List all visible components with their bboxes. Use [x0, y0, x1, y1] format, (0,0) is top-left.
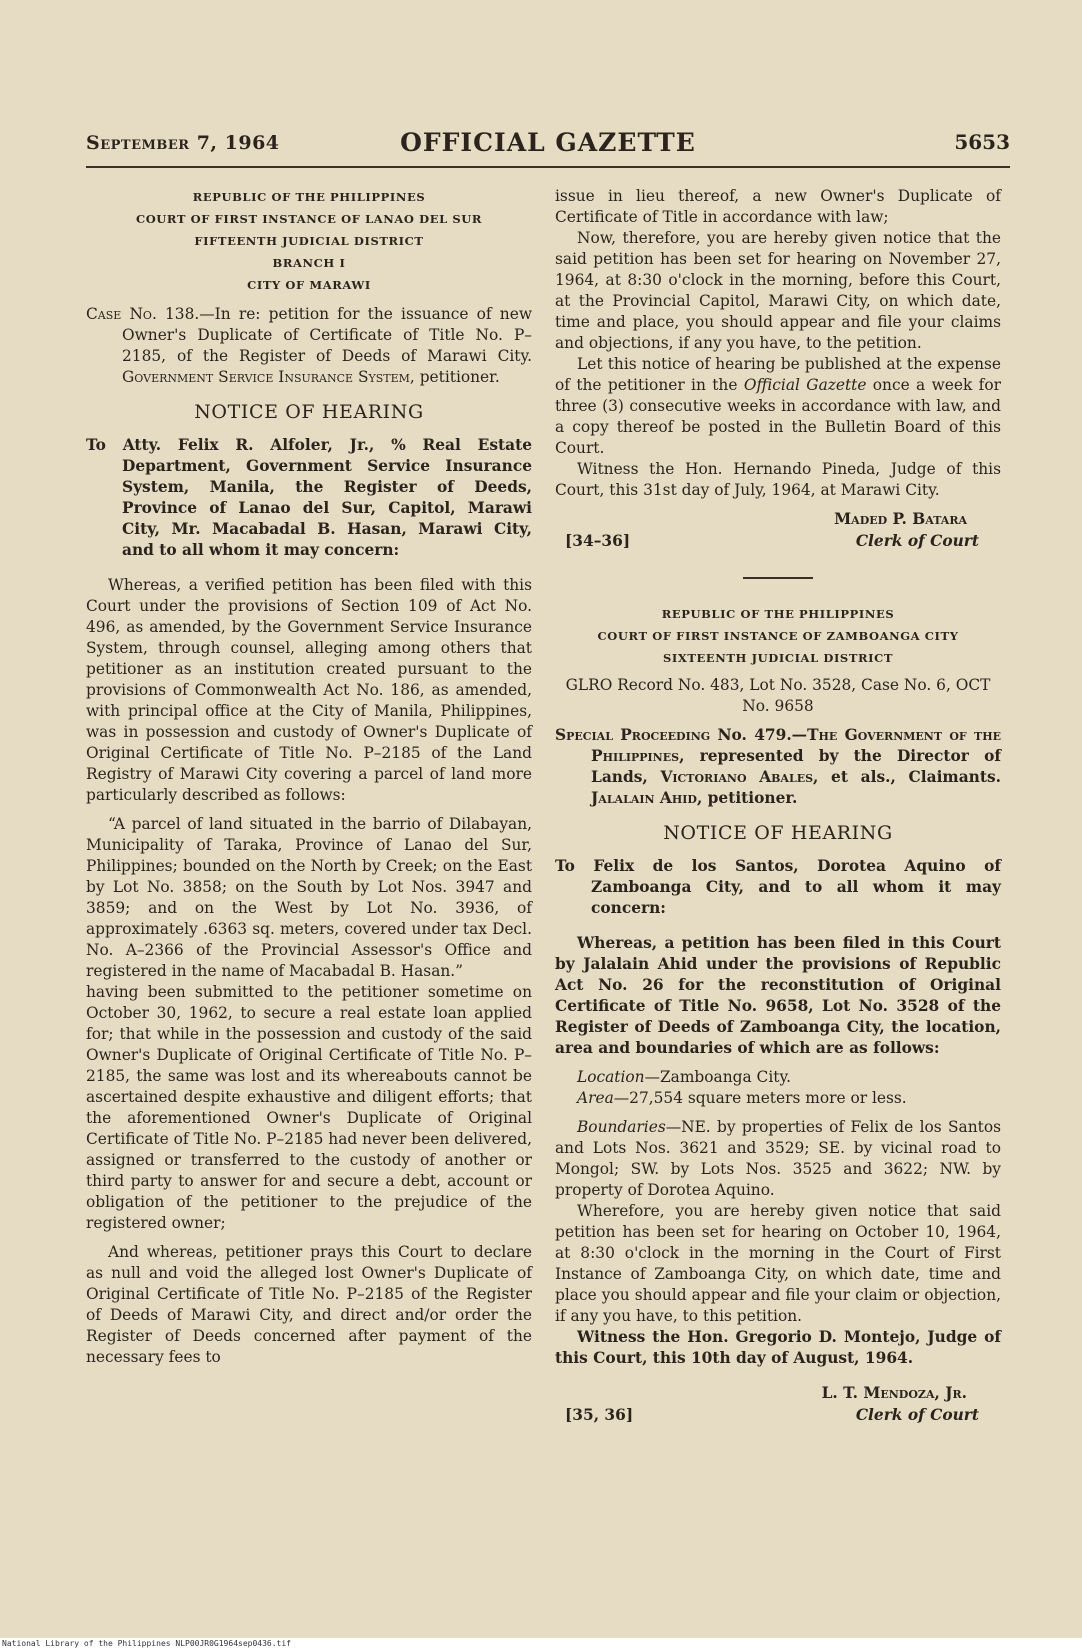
sp-tail: , petitioner. [696, 789, 798, 807]
boundaries-text: —NE. by properties of Felix de los Santos and Lots Nos. 3621 and 3529; SE. by vicinal road to Mongol; SW. by Lots Nos. 3525 and 3622; NW. by property of Dorotea Aquino. [555, 1118, 1001, 1199]
paragraph-wherefore: Wherefore, you are hereby given notice that said petition has been set for hearing on October 10, 1964, at 8:30 o'clock in the morning in the Court of First Instance of Zamboanga City, on which date, time and place you should appear and file your claim or objection, if any you have, to this petition. [555, 1202, 1001, 1325]
section-divider [743, 577, 813, 579]
court-line: SIXTEENTH JUDICIAL DISTRICT [662, 651, 894, 665]
court-line: REPUBLIC OF THE PHILIPPINES [192, 190, 426, 204]
sp-represented: , represented by the Director of Lands, [591, 747, 1001, 786]
paragraph-and-whereas: And whereas, petitioner prays this Court to declare as null and void the alleged lost Owner's Duplicate of Original Certificate of Title No. P–2185 of the Register of Deeds of Marawi City, and direct and/or order the Register of Deeds concerned after payment of the necessary fees to [86, 1243, 532, 1366]
issue-reference: [35, 36] [565, 1406, 634, 1424]
case-petitioner: Government Service Insurance System [122, 368, 410, 386]
glro-record: GLRO Record No. 483, Lot No. 3528, Case No. 6, OCT No. 9658 [565, 676, 991, 715]
area-line [555, 1088, 1001, 1109]
area-text: —27,554 square meters more or less. [613, 1089, 907, 1107]
paragraph-publication [555, 354, 1001, 459]
gazette-italic: Official Gazette [743, 376, 867, 394]
notice-title: NOTICE OF HEARING [194, 401, 424, 423]
page-number: 5653 [954, 130, 1010, 154]
court-line: COURT OF FIRST INSTANCE OF LANAO DEL SUR [135, 212, 483, 226]
left-column [86, 186, 532, 1368]
paragraph-having: having been submitted to the petitioner sometime on October 30, 1962, to secure a real estate loan applied for; that while in the possession and custody of the said Owner's Duplicate of Original Certificate of Title No. P–2185, the same was lost and its whereabouts cannot be ascertained despite exhaustive and diligent efforts; that the aforementioned Owner's Duplicate of Original Certificate of Title No. P–2185 had never been delivered, assigned or transferred to the custody of another or third party to answer for and secure a debt, account or obligation of the petitioner to the prejudice of the registered owner; [86, 983, 532, 1232]
sp-petitioner: Jalalain Ahid [591, 789, 697, 807]
court-line: REPUBLIC OF THE PHILIPPINES [661, 607, 895, 621]
case-label: Case No. 138. [86, 305, 200, 323]
court-heading-zamboanga [555, 603, 1001, 669]
scan-footer: National Library of the Philippines NLP00JR0G1964sep0436.tif [0, 1638, 1082, 1650]
issue-reference: [34–36] [565, 532, 631, 550]
area-label: Area [577, 1089, 614, 1107]
notice-addressees: To Atty. Felix R. Alfoler, Jr., % Real Estate Department, Government Service Insurance System, Manila, the Register of Deeds, Province of Lanao del Sur, Capitol, Marawi City, Mr. Macabadal B. Hasan, Marawi City, and to all whom it may concern: [86, 436, 532, 559]
court-line: FIFTEENTH JUDICIAL DISTRICT [194, 234, 424, 248]
sp-etals: , et als., Claimants. [813, 768, 1001, 786]
paragraph-whereas: Whereas, a verified petition has been filed with this Court under the provisions of Section 109 of Act No. 496, as amended, by the Government Service Insurance System, through counsel, alleging among others that petitioner as an institution created pursuant to the provisions of Commonwealth Act No. 186, as amended, with principal office at the City of Manila, Philippines, was in possession and custody of Owner's Duplicate of Original Certificate of Title No. P–2185 of the Land Registry of Marawi City covering a parcel of land more particularly described as follows: [86, 576, 532, 804]
publication-title: OFFICIAL GAZETTE [400, 128, 696, 157]
sp-government: The Government of the Philippines [591, 726, 1001, 765]
case-caption [86, 304, 532, 388]
land-description-quote: “A parcel of land situated in the barrio of Dilabayan, Municipality of Taraka, Province of Lanao del Sur, Philippines; bounded on the North by Creek; on the East by Lot No. 3858; on the South by Lot Nos. 3947 and 3859; and on the West by Lot No. 3936, of approximately .6363 sq. meters, covered under tax Decl. No. A–2366 of the Provincial Assessor's Office and registered in the name of Macabadal B. Hasan.” [86, 815, 532, 980]
notice-title: NOTICE OF HEARING [663, 822, 893, 844]
notice-addressees: To Felix de los Santos, Dorotea Aquino of Zamboanga City, and to all whom it may concern: [555, 857, 1001, 917]
header-rule [86, 166, 1010, 168]
location-text: —Zamboanga City. [644, 1068, 791, 1086]
boundaries-line [555, 1117, 1001, 1201]
signatory-name: L. T. Mendoza, Jr. [821, 1384, 967, 1402]
signatory-title: Clerk of Court [855, 532, 979, 550]
boundaries-label: Boundaries [577, 1118, 666, 1136]
signatory-title: Clerk of Court [855, 1406, 979, 1424]
location-label: Location [577, 1068, 645, 1086]
paragraph-whereas: Whereas, a petition has been filed in this Court by Jalalain Ahid under the provisions of Republic Act No. 26 for the reconstitution of Original Certificate of Title No. 9658, Lot No. 3528 of the Register of Deeds of Zamboanga City, the location, area and boundaries of which are as follows: [555, 934, 1001, 1057]
signatory-name: Maded P. Batara [834, 510, 967, 528]
case-tail: , petitioner. [409, 368, 500, 386]
court-line: CITY OF MARAWI [247, 278, 371, 292]
issue-date: September 7, 1964 [86, 132, 280, 154]
court-line: COURT OF FIRST INSTANCE OF ZAMBOANGA CITY [597, 629, 959, 643]
court-heading-lanao [86, 186, 532, 296]
sp-claimant: Victoriano Abales [660, 768, 814, 786]
publication-text-tail: once a week for three (3) consecutive weeks in accordance with law, and a copy thereof be posted in the Bulletin Board of this Court. [555, 376, 1001, 457]
court-line: BRANCH I [272, 256, 346, 270]
paragraph-witness: Witness the Hon. Gregorio D. Montejo, Judge of this Court, this 10th day of August, 1964. [555, 1328, 1001, 1367]
special-proceeding-caption [555, 725, 1001, 809]
page-header [86, 128, 1010, 164]
paragraph-now-therefore: Now, therefore, you are hereby given notice that the said petition has been set for hearing on November 27, 1964, at 8:30 o'clock in the morning, before this Court, at the Provincial Capitol, Marawi City, on which date, time and place, you should appear and file your claims and objections, if any you have, to the petition. [555, 229, 1001, 352]
sp-number: No. 479.— [710, 726, 808, 744]
case-text: —In re: petition for the issuance of new Owner's Duplicate of Certificate of Title No. P–2185, of the Register of Deeds of Marawi City. [122, 305, 532, 365]
sp-label: Special Proceeding [555, 726, 711, 744]
publication-text: Let this notice of hearing be published at the expense of the petitioner in the [555, 355, 1001, 394]
location-line [555, 1067, 1001, 1088]
signature-block [555, 1383, 1001, 1429]
right-column [555, 186, 1001, 1429]
signature-block [555, 509, 1001, 555]
paragraph-witness: Witness the Hon. Hernando Pineda, Judge of this Court, this 31st day of July, 1964, at Marawi City. [555, 460, 1001, 499]
continued-text: issue in lieu thereof, a new Owner's Duplicate of Certificate of Title in accordance with law; [555, 187, 1001, 226]
